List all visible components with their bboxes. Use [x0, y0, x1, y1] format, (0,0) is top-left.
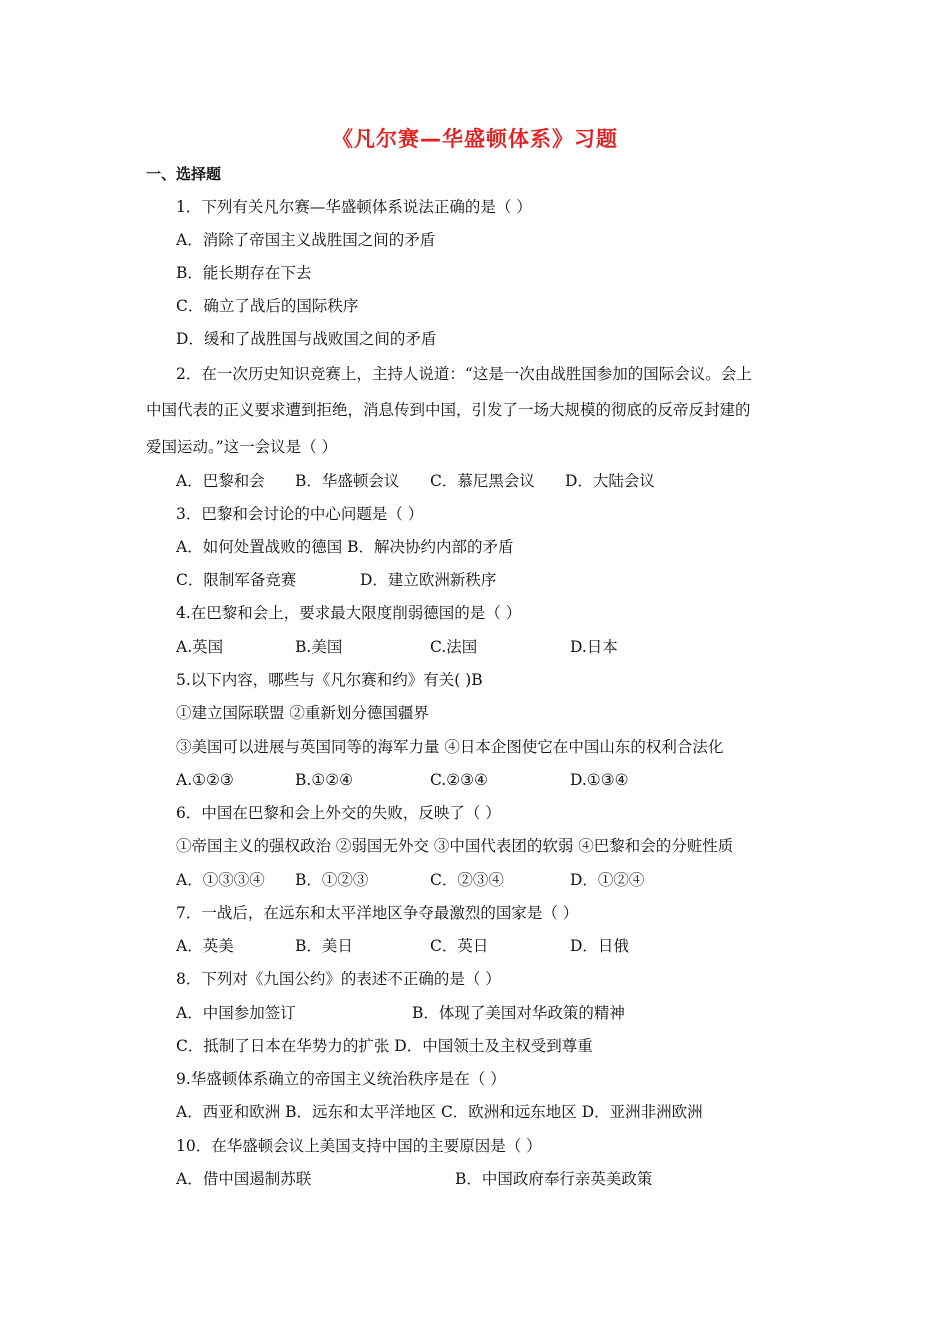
section-heading: 一、选择题: [146, 165, 222, 183]
question-8-options-cd: C．抵制了日本在华势力的扩张 D．中国领土及主权受到尊重: [176, 1037, 593, 1055]
question-6-option-b: B．①②③: [295, 871, 369, 889]
question-2-option-c: C．慕尼黑会议: [430, 472, 535, 490]
question-4-option-b: B.美国: [295, 638, 343, 656]
question-7-option-d: D．日俄: [570, 937, 629, 955]
question-9-stem: 9.华盛顿体系确立的帝国主义统治秩序是在（ ）: [176, 1070, 506, 1088]
question-4-option-c: C.法国: [430, 638, 478, 656]
question-5-stem: 5.以下内容，哪些与《凡尔赛和约》有关( )B: [176, 671, 483, 689]
question-7-option-b: B．美日: [295, 937, 353, 955]
question-2-line-2: 中国代表的正义要求遭到拒绝，消息传到中国，引发了一场大规模的彻底的反帝反封建的: [146, 401, 751, 419]
question-2-option-b: B．华盛顿会议: [295, 472, 400, 490]
question-10-option-a: A．借中国遏制苏联: [176, 1170, 312, 1188]
question-2-option-a: A．巴黎和会: [176, 472, 265, 490]
question-6-option-a: A．①③③④: [176, 871, 265, 889]
question-5-option-d: D.①③④: [570, 771, 629, 789]
question-10-option-b: B．中国政府奉行亲英美政策: [455, 1170, 653, 1188]
question-5-option-c: C.②③④: [430, 771, 488, 789]
question-7-stem: 7．一战后，在远东和太平洋地区争夺最激烈的国家是（ ）: [176, 904, 579, 922]
question-3-options-ab: A．如何处置战败的德国 B．解决协约内部的矛盾: [176, 538, 514, 556]
question-5-option-a: A.①②③: [176, 771, 234, 789]
question-5-line-2: ③美国可以进展与英国同等的海军力量 ④日本企图使它在中国山东的权利合法化: [176, 738, 724, 756]
question-7-option-a: A．英美: [176, 937, 234, 955]
question-7-option-c: C．英日: [430, 937, 489, 955]
question-6-option-d: D．①②④: [570, 871, 645, 889]
question-6-line-1: ①帝国主义的强权政治 ②弱国无外交 ③中国代表团的软弱 ④巴黎和会的分赃性质: [176, 837, 734, 855]
question-5-line-1: ①建立国际联盟 ②重新划分德国疆界: [176, 704, 429, 722]
question-4-option-d: D.日本: [570, 638, 618, 656]
question-5-option-b: B.①②④: [295, 771, 354, 789]
question-3-option-d: D．建立欧洲新秩序: [360, 571, 497, 589]
question-4-option-a: A.英国: [176, 638, 224, 656]
question-1-option-b: B．能长期存在下去: [176, 264, 312, 282]
question-2-line-1: 2．在一次历史知识竞赛上，主持人说道：“这是一次由战胜国参加的国际会议。会上: [176, 365, 752, 383]
question-2-line-3: 爱国运动。”这一会议是（ ）: [146, 438, 338, 456]
question-8-option-b: B．体现了美国对华政策的精神: [412, 1004, 625, 1022]
question-6-option-c: C．②③④: [430, 871, 504, 889]
question-3-option-c: C．限制军备竞赛: [176, 571, 297, 589]
question-8-stem: 8．下列对《九国公约》的表述不正确的是（ ）: [176, 970, 501, 988]
question-3-stem: 3．巴黎和会讨论的中心问题是（ ）: [176, 505, 424, 523]
question-1-option-c: C．确立了战后的国际秩序: [176, 297, 359, 315]
question-1-stem: 1．下列有关凡尔赛—华盛顿体系说法正确的是（ ）: [176, 198, 532, 216]
question-1-option-d: D．缓和了战胜国与战败国之间的矛盾: [176, 330, 437, 348]
question-1-option-a: A．消除了帝国主义战胜国之间的矛盾: [176, 231, 436, 249]
question-2-option-d: D．大陆会议: [565, 472, 655, 490]
question-4-stem: 4.在巴黎和会上，要求最大限度削弱德国的是（ ）: [176, 604, 522, 622]
question-9-options: A．西亚和欧洲 B．远东和太平洋地区 C．欧洲和远东地区 D．亚洲非洲欧洲: [176, 1103, 703, 1121]
question-8-option-a: A．中国参加签订: [176, 1004, 296, 1022]
document-title: 《凡尔赛—华盛顿体系》习题: [332, 127, 618, 151]
question-10-stem: 10．在华盛顿会议上美国支持中国的主要原因是（ ）: [176, 1137, 542, 1155]
question-6-stem: 6．中国在巴黎和会上外交的失败，反映了（ ）: [176, 804, 501, 822]
